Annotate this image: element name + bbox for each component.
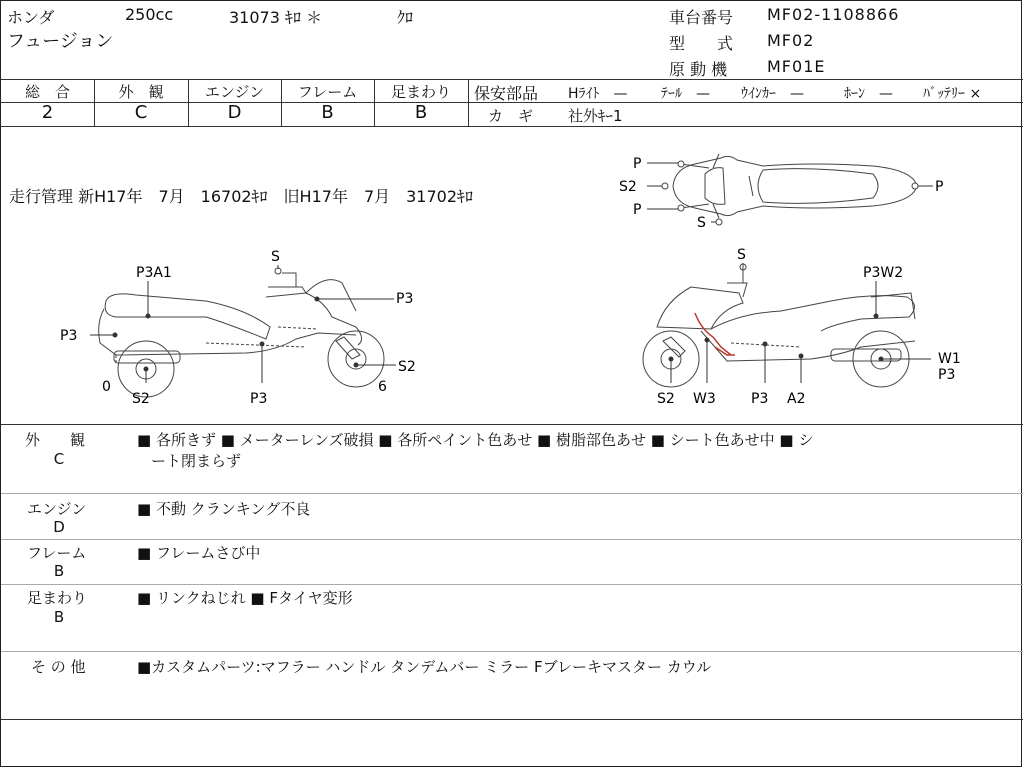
remark-suspension-label: 足まわり — [27, 589, 88, 607]
remark-exterior-text: ■ 各所きず ■ メーターレンズ破損 ■ 各所ペイント色あせ ■ 樹脂部色あせ ■ シート色あせ中 ■ シ — [137, 431, 814, 449]
remark-engine-label: エンジン — [27, 500, 87, 518]
engine-label: 原 動 機 — [669, 60, 728, 79]
right-label-p3w2: P3W2 — [863, 265, 904, 281]
type-value: MF02 — [767, 31, 815, 50]
scooter-left-side-diagram — [56, 243, 436, 411]
remark-exterior-text-cont: ート閉まらず — [151, 452, 242, 470]
remark-exterior-label: 外 観 — [25, 431, 86, 449]
right-label-p3: P3 — [751, 391, 769, 407]
top-label-s: S — [697, 215, 706, 231]
key-value: 社外ｷｰ1 — [568, 107, 623, 125]
grade-exterior-value: C — [134, 102, 148, 123]
frame-no-label: 車台番号 — [669, 8, 734, 27]
safety-label: 保安部品 — [474, 84, 539, 103]
left-label-s2-right: S2 — [398, 359, 416, 375]
scooter-right-side-diagram — [631, 243, 971, 411]
safety-item-tail: ﾃｰﾙ — — [661, 86, 710, 102]
left-label-p3-right: P3 — [396, 291, 414, 307]
grade-frame-value: B — [321, 102, 334, 123]
left-label-p3-front: P3 — [60, 328, 78, 344]
grade-exterior-label: 外 観 — [118, 83, 164, 101]
left-label-p3a1: P3A1 — [136, 265, 172, 281]
remark-other-text: ■カスタムパーツ:マフラー ハンドル タンデムバー ミラー Fブレーキマスター カウル — [137, 658, 712, 676]
grade-overall-label: 総 合 — [24, 83, 70, 101]
safety-item-headlight: Hﾗｲﾄ — — [568, 86, 628, 102]
remark-suspension-grade: B — [53, 608, 65, 626]
key-label: カ ギ — [488, 107, 534, 125]
left-label-p3-bottom: P3 — [250, 391, 268, 407]
right-label-w1: W1 — [938, 351, 961, 367]
remark-other-label: そ の 他 — [31, 658, 86, 676]
frame-no: MF02-1108866 — [767, 5, 900, 24]
right-label-p3-rear: P3 — [938, 367, 956, 383]
maker: ホンダ — [7, 8, 55, 27]
right-label-s2: S2 — [657, 391, 675, 407]
left-label-0: 0 — [102, 379, 111, 395]
damage-mark-upper — [695, 313, 731, 355]
top-label-p3: P — [935, 179, 944, 195]
grade-frame-label: フレーム — [297, 83, 358, 101]
remark-exterior-grade: C — [53, 450, 65, 468]
mileage: 31073 ｷﾛ ＊ — [229, 8, 323, 27]
grade-engine-value: D — [227, 102, 242, 123]
color: ｸﾛ — [397, 8, 414, 27]
top-label-p2: P — [633, 202, 642, 218]
right-label-a2: A2 — [787, 391, 806, 407]
left-label-s2-bottom: S2 — [132, 391, 150, 407]
remark-frame-text: ■ フレームさび中 — [137, 544, 261, 562]
type-label: 型 式 — [669, 34, 734, 53]
remark-engine-grade: D — [53, 518, 65, 536]
safety-item-winker: ｳｲﾝｶｰ — — [741, 86, 804, 102]
remark-frame-grade: B — [53, 562, 65, 580]
grade-overall-value: 2 — [41, 102, 54, 123]
grade-suspension-value: B — [414, 102, 428, 123]
right-label-s: S — [737, 247, 746, 263]
engine-value: MF01E — [767, 57, 826, 76]
safety-item-horn: ﾎｰﾝ — — [844, 86, 893, 102]
grade-suspension-label: 足まわり — [390, 83, 451, 101]
top-label-s2: S2 — [619, 179, 637, 195]
displacement: 250cc — [125, 5, 174, 24]
remark-suspension-text: ■ リンクねじれ ■ Fタイヤ変形 — [137, 589, 353, 607]
left-label-6: 6 — [378, 379, 387, 395]
safety-item-battery: ﾊﾞｯﾃﾘｰ × — [923, 86, 982, 102]
mileage-history: 走行管理 新H17年 7月 16702ｷﾛ 旧H17年 7月 31702ｷﾛ — [9, 187, 474, 206]
remark-frame-label: フレーム — [27, 544, 87, 562]
grade-engine-label: エンジン — [204, 83, 265, 101]
scooter-top-view-diagram — [613, 146, 953, 236]
model-name: フュージョン — [7, 31, 114, 52]
right-label-w3: W3 — [693, 391, 716, 407]
top-label-p1: P — [633, 156, 642, 172]
left-label-s: S — [271, 249, 280, 265]
remark-engine-text: ■ 不動 クランキング不良 — [137, 500, 311, 518]
